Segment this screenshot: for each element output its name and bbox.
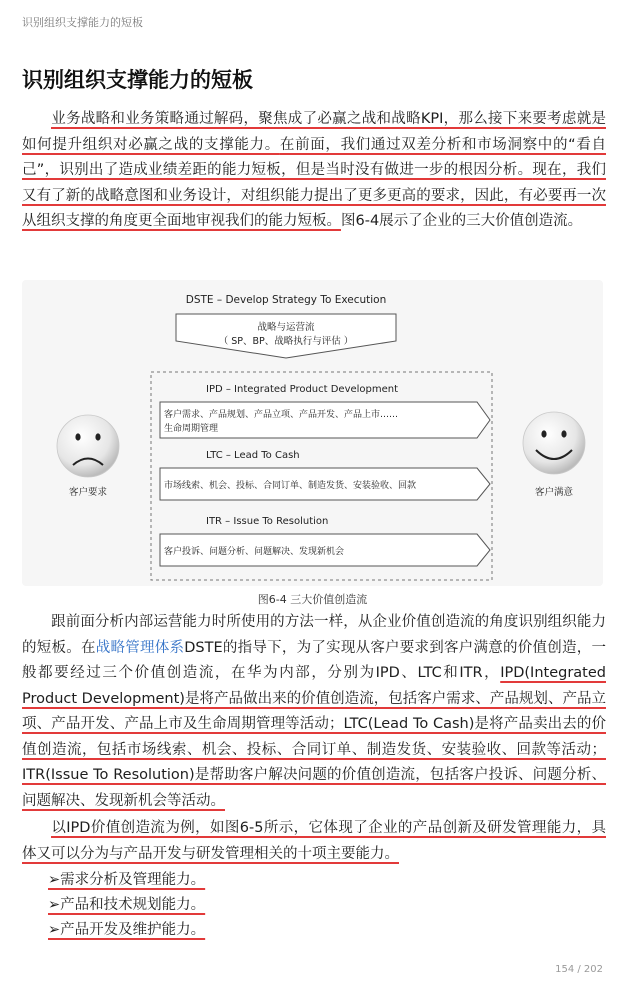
dste-label: DSTE – Develop Strategy To Execution (185, 294, 387, 306)
ltc-line1: 市场线索、机会、投标、合同订单、制造发货、安装验收、回款 (164, 481, 417, 491)
list-item (48, 918, 205, 944)
strategy-box-line1: 战略与运营流 (257, 322, 315, 333)
plain-sentence: 跟前面分析内部运营能力时所使用的方法一样，从企业价值创造流的角度识别组织能力的短板。在 (22, 614, 606, 656)
ipd-label: IPD – Integrated Product Development (206, 384, 399, 395)
happy-face-icon (523, 412, 585, 474)
paragraph-value-streams (22, 610, 606, 814)
highlighted-sentence: 以IPD价值创造流为例，如图6-5所示，它体现了企业的产品创新及研发管理能力，具体又可以分为与产品开发与研发管理相关的十项主要能力。 (22, 820, 606, 862)
list-item (48, 868, 205, 894)
itr-line1: 客户投诉、问题分析、问题解决、发现新机会 (164, 547, 345, 557)
itr-label: ITR – Issue To Resolution (206, 516, 329, 527)
value-stream-diagram (22, 280, 603, 586)
sad-face-icon (57, 415, 119, 477)
ipd-line1: 客户需求、产品规划、产品立项、产品开发、产品上市…… (164, 410, 399, 420)
figure-caption: 图6-4 三大价值创造流 (257, 593, 368, 606)
right-face-label: 客户满意 (534, 487, 574, 498)
plain-sentence: 图6-4展示了企业的三大价值创造流。 (341, 213, 583, 229)
ipd-line2: 生命周期管理 (164, 424, 219, 434)
paragraph-ipd-example (22, 816, 606, 867)
strategy-system-link[interactable]: 战略管理体系 (95, 639, 185, 656)
list-item-text: ➢产品和技术规划能力。 (48, 897, 206, 913)
strategy-box-line2: （ SP、BP、战略执行与评估 ） (218, 336, 354, 347)
list-item-text: ➢产品开发及维护能力。 (48, 922, 206, 938)
highlighted-sentence: 现在，我们又有了新的战略意图和业务设计，对组织能力提出了更多更高的要求，因此，有必要再一次从组织支撑的角度更全面地审视我们的能力短板。 (22, 162, 607, 229)
paragraph-intro (22, 107, 606, 235)
list-item (48, 893, 205, 919)
section-title: 识别组织支撑能力的短板 (22, 68, 253, 92)
highlighted-sentence: 业务战略和业务策略通过解码，聚焦成了必赢之战和战略KPI，那么接下来要考虑就是如何提升组织对必赢之战的支撑能力。 (22, 111, 606, 153)
value-stream-figure (22, 280, 603, 586)
left-face-label: 客户要求 (68, 487, 108, 498)
plain-sentence: DSTE的指导下，为了实现从客户要求到客户满意的价值创造，一般都要经过三个价值创造流，在华为内部，分别为IPD、LTC和ITR， (22, 639, 607, 681)
running-header: 识别组织支撑能力的短板 (22, 16, 143, 29)
highlighted-sentence: IPD(Integrated Product Development)是将产品做出来的价值创造流，包括客户需求、产品规划、产品立项、产品开发、产品上市及生命周期管理等活动；LTC(Lead To Cash)是将产品卖出去的价值创造流，包括市场线索、机会、投标、合同订单、制造发货、安装验收、回款等活动；ITR(Issue To Resolution)是帮助客户解决问题的价值创造流，包括客户投诉、问题分析、问题解决、发现新机会等活动。 (22, 665, 606, 809)
list-item-text: ➢需求分析及管理能力。 (48, 872, 206, 888)
ltc-label: LTC – Lead To Cash (206, 450, 300, 461)
highlighted-sentence: 在前面，我们通过双差分析和市场洞察中的“看自己”，识别出了造成业绩差距的能力短板，但是当时没有做进一步的根因分析。 (22, 136, 606, 178)
page-indicator: 154 / 202 (555, 964, 603, 975)
